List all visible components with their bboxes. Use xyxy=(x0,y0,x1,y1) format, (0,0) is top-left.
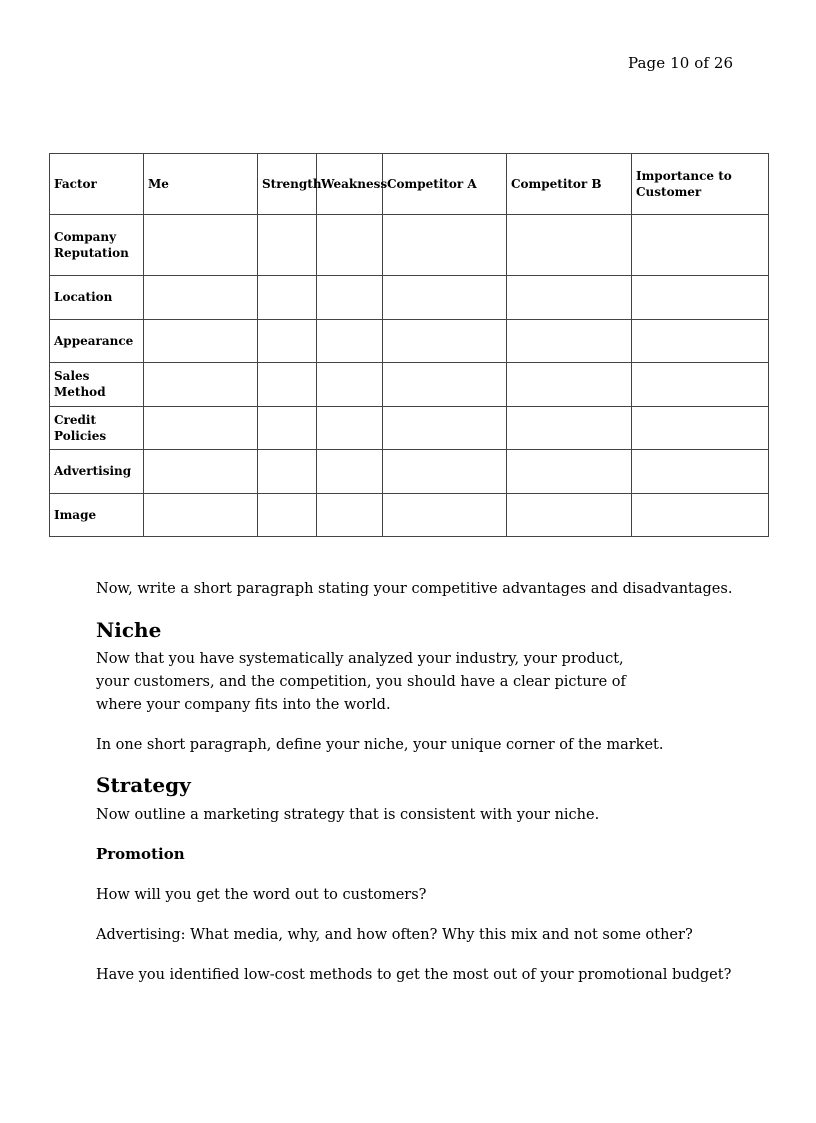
empty-cell xyxy=(383,450,507,494)
table-row xyxy=(50,276,769,320)
header-competitor-a: Competitor A xyxy=(383,154,507,215)
empty-cell xyxy=(632,406,769,450)
empty-cell xyxy=(144,363,258,407)
empty-cell xyxy=(632,493,769,537)
question-low-cost: Have you identified low-cost methods to get the most out of your promotional budget? xyxy=(96,967,732,983)
table-row xyxy=(50,363,769,407)
empty-cell xyxy=(507,406,632,450)
promotion-heading: Promotion xyxy=(96,845,185,863)
table-header-row xyxy=(50,154,769,215)
header-factor: Factor xyxy=(50,154,144,215)
table-row xyxy=(50,450,769,494)
empty-cell xyxy=(383,276,507,320)
empty-cell xyxy=(258,493,317,537)
empty-cell xyxy=(317,406,383,450)
empty-cell xyxy=(144,319,258,363)
empty-cell xyxy=(632,276,769,320)
header-strength: Strength xyxy=(258,154,317,215)
niche-paragraph: Now that you have systematically analyzed your industry, your product, your customers, and the competition, you should have a clear picture of where your company fits into the world. xyxy=(96,651,626,713)
empty-cell xyxy=(507,493,632,537)
table-row xyxy=(50,215,769,276)
table-row xyxy=(50,406,769,450)
header-me: Me xyxy=(144,154,258,215)
niche-heading: Niche xyxy=(96,618,162,642)
empty-cell xyxy=(383,493,507,537)
empty-cell xyxy=(383,406,507,450)
factor-cell: Location xyxy=(50,276,144,320)
empty-cell xyxy=(507,319,632,363)
table-row xyxy=(50,493,769,537)
factor-cell: Credit Policies xyxy=(50,406,144,450)
factor-cell: Image xyxy=(50,493,144,537)
header-importance: Importance to Customer xyxy=(632,154,769,215)
empty-cell xyxy=(258,363,317,407)
empty-cell xyxy=(632,450,769,494)
empty-cell xyxy=(383,363,507,407)
empty-cell xyxy=(507,363,632,407)
empty-cell xyxy=(258,276,317,320)
empty-cell xyxy=(317,215,383,276)
factor-cell: Sales Method xyxy=(50,363,144,407)
competition-table xyxy=(49,153,769,537)
empty-cell xyxy=(632,319,769,363)
empty-cell xyxy=(144,406,258,450)
header-weakness: Weakness xyxy=(317,154,383,215)
empty-cell xyxy=(258,319,317,363)
empty-cell xyxy=(383,215,507,276)
empty-cell xyxy=(258,450,317,494)
empty-cell xyxy=(317,450,383,494)
empty-cell xyxy=(144,276,258,320)
empty-cell xyxy=(632,215,769,276)
empty-cell xyxy=(383,319,507,363)
empty-cell xyxy=(258,406,317,450)
factor-cell: Appearance xyxy=(50,319,144,363)
strategy-heading: Strategy xyxy=(96,773,191,797)
empty-cell xyxy=(258,215,317,276)
empty-cell xyxy=(507,276,632,320)
empty-cell xyxy=(632,363,769,407)
competitive-prompt: Now, write a short paragraph stating your competitive advantages and disadvantages. xyxy=(96,581,733,597)
empty-cell xyxy=(317,493,383,537)
empty-cell xyxy=(507,450,632,494)
page-number: Page 10 of 26 xyxy=(628,54,734,72)
empty-cell xyxy=(317,276,383,320)
empty-cell xyxy=(144,493,258,537)
empty-cell xyxy=(144,450,258,494)
empty-cell xyxy=(507,215,632,276)
question-customers: How will you get the word out to customers? xyxy=(96,887,427,903)
factor-cell: Company Reputation xyxy=(50,215,144,276)
question-advertising: Advertising: What media, why, and how often? Why this mix and not some other? xyxy=(96,927,693,943)
empty-cell xyxy=(144,215,258,276)
niche-prompt: In one short paragraph, define your niche, your unique corner of the market. xyxy=(96,737,664,753)
table-row xyxy=(50,319,769,363)
strategy-paragraph: Now outline a marketing strategy that is consistent with your niche. xyxy=(96,807,600,823)
header-competitor-b: Competitor B xyxy=(507,154,632,215)
factor-cell: Advertising xyxy=(50,450,144,494)
empty-cell xyxy=(317,363,383,407)
empty-cell xyxy=(317,319,383,363)
